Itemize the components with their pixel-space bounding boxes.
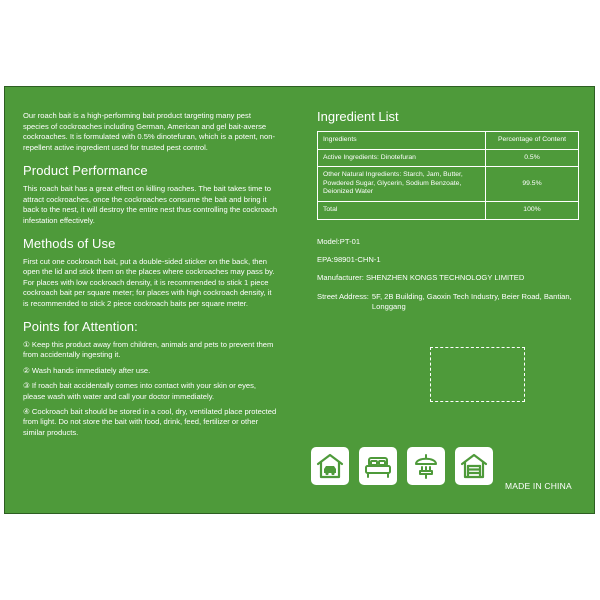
- garage-door-icon: [455, 447, 493, 485]
- methods-text: First cut one cockroach bait, put a double-sided sticker on the back, then open the lid and stick them on the places where cockroaches may pass by. For places with low cockroach density, it is recommended to stick 1 piece cockroach bait per square meter; for places with high cockroach density, it is recommended to stick 2 piece cockroach baits per square meter.: [23, 257, 275, 308]
- attention-heading: Points for Attention:: [23, 319, 138, 335]
- table-cell: 100%: [486, 201, 579, 219]
- table-row: [318, 201, 579, 219]
- table-cell: 0.5%: [486, 149, 579, 167]
- bedroom-bed-icon: [359, 447, 397, 485]
- attention-item: ③ If roach bait accidentally comes into contact with your skin or eyes, please wash with water and call your doctor immediately.: [23, 381, 257, 401]
- table-header-cell: Ingredients: [318, 132, 486, 150]
- attention-item: ④ Cockroach bait should be stored in a cool, dry, ventilated place protected from light. Do not store the bait with food, drink, feed, fertilizer or other similar products.: [23, 407, 277, 437]
- table-row: [318, 149, 579, 167]
- made-in-label: MADE IN CHINA: [505, 481, 572, 491]
- performance-heading: Product Performance: [23, 163, 148, 179]
- ingredient-table: [317, 131, 579, 220]
- usage-location-icons: [311, 447, 493, 485]
- table-cell: Active Ingredients: Dinotefuran: [318, 149, 486, 167]
- table-header-cell: Percentage of Content: [486, 132, 579, 150]
- intro-text: Our roach bait is a high-performing bait product targeting many pest species of cockroaches including German, American and gel bait-averse cockroaches. It is formulated with 0.5% dinotefuran, which is a potent, non-repellent active ingredient used for trusted pest control.: [23, 111, 275, 152]
- right-column: [317, 109, 581, 313]
- methods-heading: Methods of Use: [23, 236, 116, 251]
- kitchen-sink-icon: [407, 447, 445, 485]
- table-cell: 99.5%: [486, 167, 579, 202]
- label-panel: [4, 86, 595, 514]
- street-address: [317, 292, 581, 313]
- street-address-label: Street Address:: [317, 291, 369, 301]
- epa-number: EPA:98901-CHN-1: [317, 254, 381, 264]
- table-cell: Total: [318, 201, 486, 219]
- garage-car-icon: [311, 447, 349, 485]
- table-row: [318, 167, 579, 202]
- performance-text: This roach bait has a great effect on killing roaches. The bait takes time to attract cockroaches, once the cockroaches consume the bait and bring it back to the nest, it will destroy the entire nest thus controlling the cockroach infestation effectively.: [23, 184, 278, 225]
- ingredient-list-title: Ingredient List: [317, 109, 399, 124]
- dashed-placeholder-box: [430, 347, 525, 402]
- attention-item: ① Keep this product away from children, animals and pets to prevent them from accidentally ingesting it.: [23, 340, 274, 360]
- manufacturer: Manufacturer: SHENZHEN KONGS TECHNOLOGY LIMITED: [317, 273, 525, 283]
- model-number: Model:PT-01: [317, 236, 361, 246]
- left-column: [23, 111, 278, 443]
- table-cell: Other Natural Ingredients: Starch, Jam, Butter, Powdered Sugar, Glycerin, Sodium Benzoate, Deionized Water: [318, 167, 486, 202]
- product-meta: [317, 237, 581, 313]
- street-address-value: 5F, 2B Building, Gaoxin Tech Industry, Beier Road, Bantian, Longgang: [371, 291, 572, 312]
- table-header-row: [318, 132, 579, 150]
- attention-item: ② Wash hands immediately after use.: [23, 365, 151, 375]
